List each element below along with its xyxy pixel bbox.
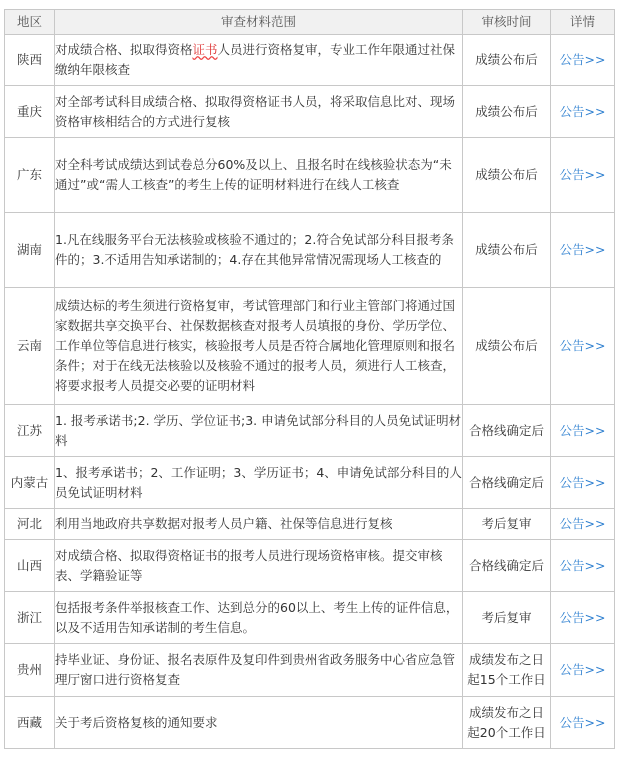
header-row xyxy=(5,10,615,35)
scope-text: 人员进行资格复审，专业工作年限通过社保缴纳年限核查 xyxy=(55,42,456,77)
table-row xyxy=(5,592,615,644)
time-cell: 合格线确定后 xyxy=(463,405,551,457)
detail-cell xyxy=(551,457,615,509)
region-cell: 贵州 xyxy=(5,644,55,697)
detail-cell xyxy=(551,86,615,138)
scope-cell: 关于考后资格复核的通知要求 xyxy=(55,697,463,749)
notice-link[interactable]: 公告>> xyxy=(559,662,606,677)
notice-link[interactable]: 公告>> xyxy=(559,52,606,67)
detail-cell xyxy=(551,540,615,592)
spellcheck-mark: 证书 xyxy=(192,42,218,57)
detail-cell xyxy=(551,213,615,288)
time-cell: 成绩公布后 xyxy=(463,288,551,405)
detail-cell xyxy=(551,35,615,86)
scope-cell: 持毕业证、身份证、报名表原件及复印件到贵州省政务服务中心省应急管理厅窗口进行资格复查 xyxy=(55,644,463,697)
time-cell: 成绩公布后 xyxy=(463,138,551,213)
detail-cell xyxy=(551,288,615,405)
detail-cell xyxy=(551,509,615,540)
region-cell: 陕西 xyxy=(5,35,55,86)
time-cell: 成绩发布之日起15个工作日 xyxy=(463,644,551,697)
notice-link[interactable]: 公告>> xyxy=(559,422,606,438)
table-row xyxy=(5,540,615,592)
time-cell: 考后复审 xyxy=(463,592,551,644)
scope-cell xyxy=(55,35,463,86)
region-cell: 河北 xyxy=(5,509,55,540)
region-cell: 浙江 xyxy=(5,592,55,644)
notice-link[interactable]: 公告>> xyxy=(559,557,606,573)
table-row xyxy=(5,138,615,213)
table-row xyxy=(5,509,615,540)
table-row xyxy=(5,457,615,509)
detail-cell xyxy=(551,138,615,213)
table-row xyxy=(5,35,615,86)
scope-cell: 对成绩合格、拟取得资格证书的报考人员进行现场资格审核。提交审核表、学籍验证等 xyxy=(55,540,463,592)
notice-link[interactable]: 公告>> xyxy=(559,474,606,490)
time-cell: 成绩公布后 xyxy=(463,35,551,86)
table-row xyxy=(5,288,615,405)
scope-cell: 利用当地政府共享数据对报考人员户籍、社保等信息进行复核 xyxy=(55,509,463,540)
scope-cell: 1. 报考承诺书;2. 学历、学位证书;3. 申请免试部分科目的人员免试证明材料 xyxy=(55,405,463,457)
scope-cell: 成绩达标的考生须进行资格复审，考试管理部门和行业主管部门将通过国家数据共享交换平台、社保数据核查对报考人员填报的身份、学历学位、工作单位等信息进行核实，核验报考人员是否符合属地化管理原则和报名条件；对于在线无法核验以及核验不通过的报考人员，须进行人工核查，将要求报考人员提交必要的证明材料 xyxy=(55,288,463,405)
notice-link[interactable]: 公告>> xyxy=(559,167,606,182)
table-row xyxy=(5,86,615,138)
time-cell: 成绩公布后 xyxy=(463,86,551,138)
header-time: 审核时间 xyxy=(463,10,551,35)
header-region: 地区 xyxy=(5,10,55,35)
notice-link[interactable]: 公告>> xyxy=(559,714,606,730)
region-cell: 内蒙古 xyxy=(5,457,55,509)
scope-cell: 1.凡在线服务平台无法核验或核验不通过的；2.符合免试部分科目报考条件的；3.不适用告知承诺制的；4.存在其他异常情况需现场人工核查的 xyxy=(55,213,463,288)
time-cell: 成绩发布之日起20个工作日 xyxy=(463,697,551,749)
notice-link[interactable]: 公告>> xyxy=(559,242,606,257)
region-cell: 西藏 xyxy=(5,697,55,749)
table-row xyxy=(5,644,615,697)
detail-cell xyxy=(551,697,615,749)
time-cell: 成绩公布后 xyxy=(463,213,551,288)
detail-cell xyxy=(551,405,615,457)
header-detail: 详情 xyxy=(551,10,615,35)
notice-link[interactable]: 公告>> xyxy=(559,609,606,625)
table-row xyxy=(5,213,615,288)
notice-link[interactable]: 公告>> xyxy=(559,338,606,353)
region-cell: 广东 xyxy=(5,138,55,213)
scope-text: 对成绩合格、拟取得资格 xyxy=(55,42,193,57)
time-cell: 考后复审 xyxy=(463,509,551,540)
region-cell: 湖南 xyxy=(5,213,55,288)
region-cell: 江苏 xyxy=(5,405,55,457)
scope-cell: 对全科考试成绩达到试卷总分60%及以上、且报名时在线核验状态为“未通过”或“需人工核查”的考生上传的证明材料进行在线人工核查 xyxy=(55,138,463,213)
region-cell: 山西 xyxy=(5,540,55,592)
table-row xyxy=(5,697,615,749)
notice-link[interactable]: 公告>> xyxy=(559,103,606,119)
notice-link[interactable]: 公告>> xyxy=(559,516,606,531)
detail-cell xyxy=(551,592,615,644)
region-cell: 云南 xyxy=(5,288,55,405)
scope-cell: 1、报考承诺书；2、工作证明；3、学历证书；4、申请免试部分科目的人员免试证明材料 xyxy=(55,457,463,509)
time-cell: 合格线确定后 xyxy=(463,540,551,592)
table-row xyxy=(5,405,615,457)
scope-cell: 对全部考试科目成绩合格、拟取得资格证书人员，将采取信息比对、现场资格审核相结合的方式进行复核 xyxy=(55,86,463,138)
region-cell: 重庆 xyxy=(5,86,55,138)
header-scope: 审查材料范围 xyxy=(55,10,463,35)
time-cell: 合格线确定后 xyxy=(463,457,551,509)
scope-cell: 包括报考条件举报核查工作、达到总分的60以上、考生上传的证件信息，以及不适用告知承诺制的考生信息。 xyxy=(55,592,463,644)
review-table xyxy=(4,9,615,749)
detail-cell xyxy=(551,644,615,697)
